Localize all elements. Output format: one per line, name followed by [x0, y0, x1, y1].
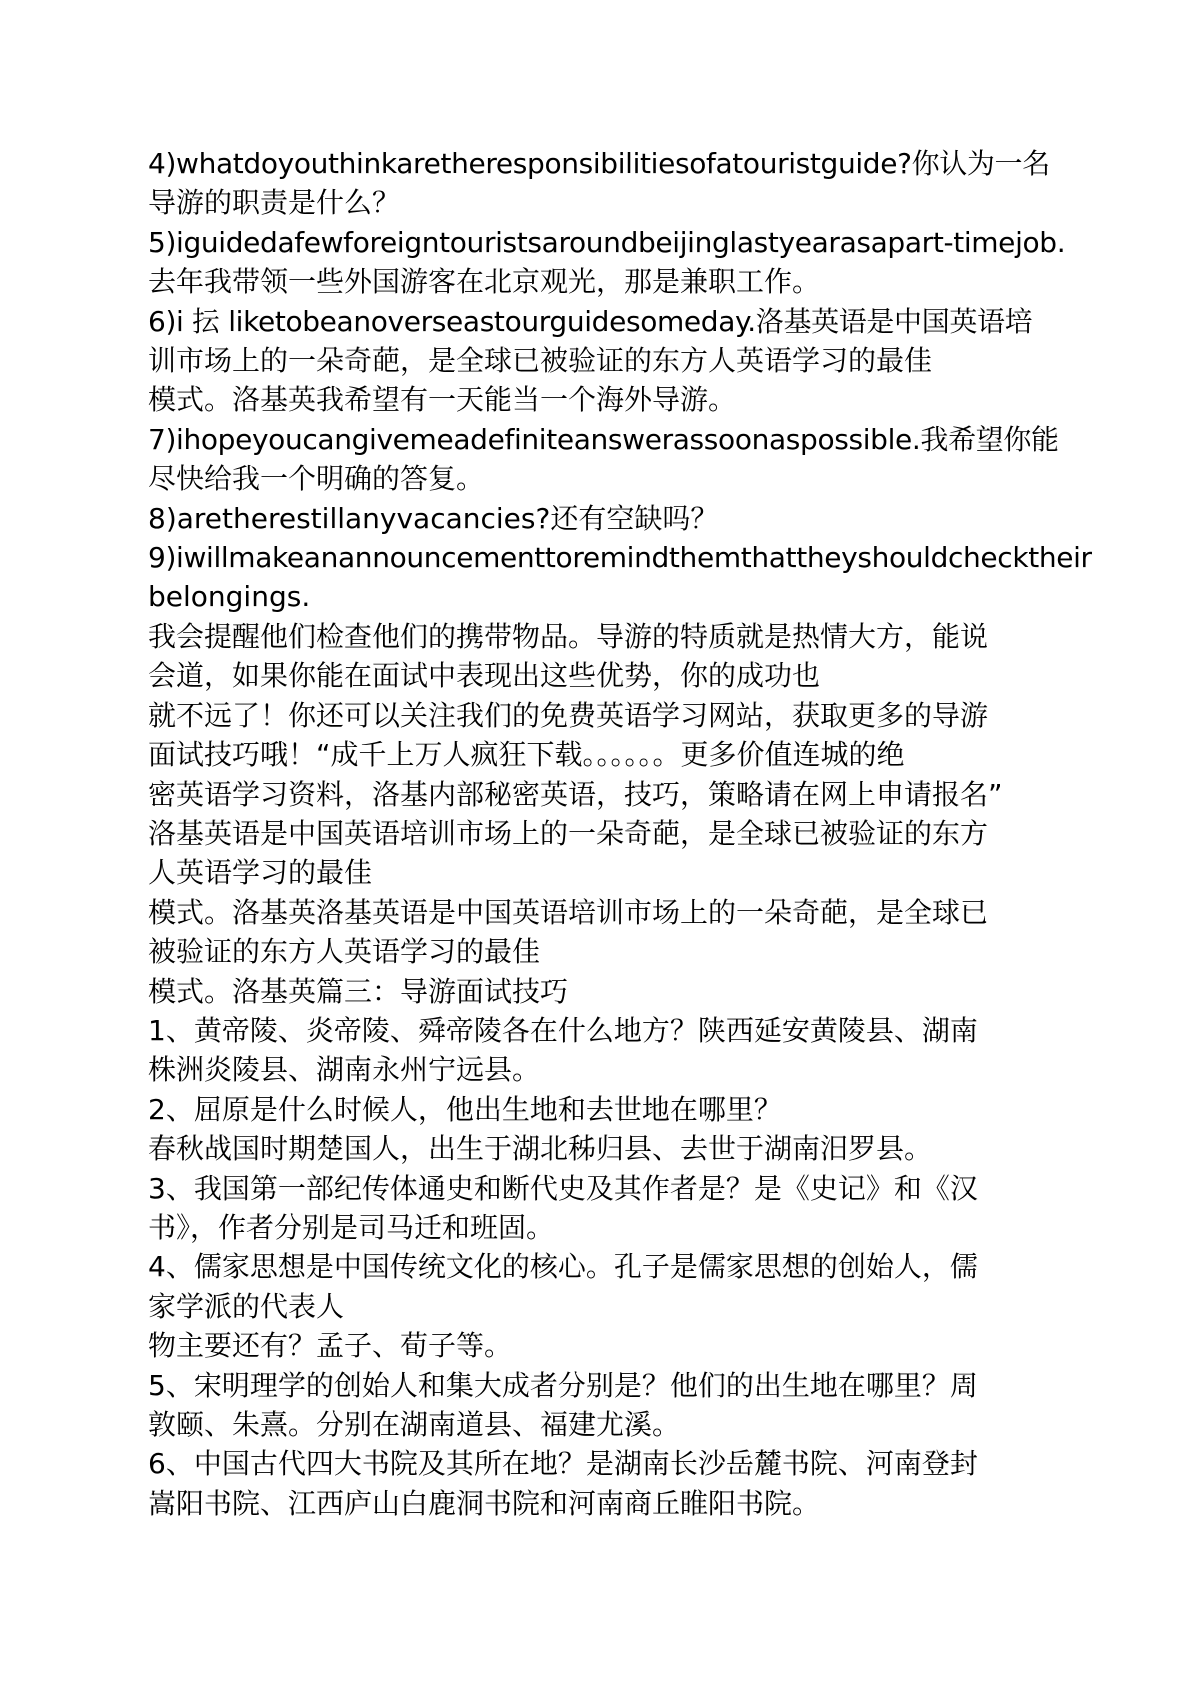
text-line: 株洲炎陵县、湖南永州宁远县。: [148, 1053, 541, 1087]
text-line: 6)i 抎 liketobeanoverseastourguidesomeday.洛基英语是中国英语培: [148, 304, 1033, 338]
text-line: 模式。洛基英洛基英语是中国英语培训市场上的一朵奇葩，是全球已: [148, 895, 989, 929]
text-line: 家学派的代表人: [148, 1289, 345, 1323]
text-line: belongings.: [148, 580, 311, 614]
text-line: 去年我带领一些外国游客在北京观光，那是兼职工作。: [148, 265, 821, 299]
text-line: 我会提醒他们检查他们的携带物品。导游的特质就是热情大方，能说: [148, 619, 989, 653]
text-line: 4)whatdoyouthinkaretheresponsibilitiesofatouristguide?你认为一名: [148, 147, 1050, 180]
text-line: 人英语学习的最佳: [148, 856, 373, 890]
body-text: [148, 144, 1092, 1523]
text-line: 尽快给我一个明确的答复。: [148, 462, 485, 496]
text-line: 敦颐、朱熹。分别在湖南道县、福建尤溪。: [148, 1408, 681, 1441]
text-line: 6、中国古代四大书院及其所在地？是湖南长沙岳麓书院、河南登封: [148, 1447, 978, 1481]
text-line: 就不远了！你还可以关注我们的免费英语学习网站，获取更多的导游: [148, 698, 989, 732]
text-line: 嵩阳书院、江西庐山白鹿洞书院和河南商丘睢阳书院。: [148, 1486, 821, 1520]
text-line: 5)iguidedafewforeigntouristsaroundbeijinglastyearasapart-timejob.: [148, 225, 1066, 259]
text-line: 8)aretherestillanyvacancies?还有空缺吗？: [148, 501, 719, 535]
text-line: 7)ihopeyoucangivemeadefiniteanswerassoonaspossible.我希望你能: [148, 422, 1059, 456]
text-line: 春秋战国时期楚国人，出生于湖北秭归县、去世于湖南汨罗县。: [148, 1132, 933, 1166]
text-line: 2、屈原是什么时候人，他出生地和去世地在哪里？: [148, 1092, 782, 1126]
text-line: 物主要还有？孟子、荀子等。: [148, 1329, 513, 1363]
text-line: 被验证的东方人英语学习的最佳: [148, 935, 541, 969]
text-line: 1、黄帝陵、炎帝陵、舜帝陵各在什么地方？陕西延安黄陵县、湖南: [148, 1013, 978, 1047]
text-line: 3、我国第一部纪传体通史和断代史及其作者是？是《史记》和《汉: [148, 1171, 978, 1205]
text-line: 会道，如果你能在面试中表现出这些优势，你的成功也: [148, 659, 821, 693]
text-line: 模式。洛基英篇三：导游面试技巧: [148, 974, 569, 1008]
text-line: 书》，作者分别是司马迁和班固。: [148, 1210, 555, 1244]
text-line: 9)iwillmakeanannouncementtoremindthemthattheyshouldchecktheir: [148, 541, 1092, 575]
text-line: 5、宋明理学的创始人和集大成者分别是？他们的出生地在哪里？周: [148, 1368, 978, 1402]
text-line: 4、儒家思想是中国传统文化的核心。孔子是儒家思想的创始人，儒: [148, 1250, 978, 1284]
text-line: 洛基英语是中国英语培训市场上的一朵奇葩，是全球已被验证的东方: [148, 816, 989, 850]
text-line: 面试技巧哦！“成千上万人疯狂下载。。。。。。更多价值连城的绝: [148, 738, 905, 772]
text-line: 模式。洛基英我希望有一天能当一个海外导游。: [148, 383, 737, 417]
text-line: 训市场上的一朵奇葩，是全球已被验证的东方人英语学习的最佳: [148, 344, 933, 378]
text-line: 导游的职责是什么？: [148, 186, 401, 220]
text-line: 密英语学习资料，洛基内部秘密英语，技巧，策略请在网上申请报名”: [148, 777, 1003, 811]
